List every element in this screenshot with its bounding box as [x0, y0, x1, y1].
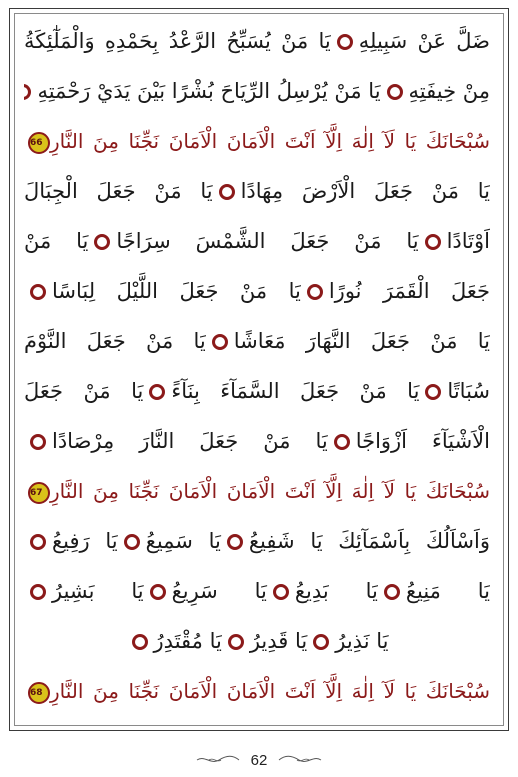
text-line	[24, 616, 490, 666]
refrain-text: سُبْحَانَكَ يَا لَآ اِلٰهَ اِلَّآ اَنْتَ الْاَمَانَ الْاَمَانَ نَجِّنَا مِنَ النَّارِ	[50, 679, 490, 703]
verse-separator-icon	[132, 634, 148, 650]
text-line	[24, 366, 490, 416]
verse-separator-icon	[228, 634, 244, 650]
verse-number-badge: 66	[28, 132, 50, 154]
page-footer	[0, 748, 518, 772]
text-segment: يَا مَنْ جَعَلَ النَّارَ مِرْصَادًا	[52, 429, 328, 453]
refrain-line	[24, 116, 490, 166]
refrain-text: سُبْحَانَكَ يَا لَآ اِلٰهَ اِلَّآ اَنْتَ الْاَمَانَ الْاَمَانَ نَجِّنَا مِنَ النَّارِ	[50, 129, 490, 153]
verse-separator-icon	[387, 84, 403, 100]
verse-number-badge: 67	[28, 482, 50, 504]
verse-separator-icon	[24, 84, 31, 100]
verse-separator-icon	[30, 534, 46, 550]
text-segment: جَعَلَ الْقَمَرَ نُورًا	[328, 279, 490, 303]
verse-separator-icon	[30, 284, 46, 300]
refrain-line	[24, 466, 490, 516]
text-segment: الْاَشْيَآءَ اَزْوَاجًا	[355, 429, 490, 453]
verse-separator-icon	[307, 284, 323, 300]
refrain-text: سُبْحَانَكَ يَا لَآ اِلٰهَ اِلَّآ اَنْتَ الْاَمَانَ الْاَمَانَ نَجِّنَا مِنَ النَّارِ	[50, 479, 490, 503]
text-segment: يَا بَدِيعُ	[294, 579, 378, 603]
text-block	[24, 16, 490, 716]
text-segment: يَا رَفِيعُ	[52, 529, 118, 553]
verse-separator-icon	[212, 334, 228, 350]
text-line	[24, 266, 490, 316]
text-line	[24, 416, 490, 466]
text-segment: يَا مَنْ جَعَلَ النَّهَارَ مَعَاشًا	[233, 329, 490, 353]
text-segment: يَا قَدِيرُ	[249, 629, 308, 653]
text-segment: يَا مَنْ جَعَلَ السَّمَآءَ بِنَآءً	[171, 379, 420, 403]
text-segment: يَا سَرِيعُ	[171, 579, 267, 603]
verse-separator-icon	[227, 534, 243, 550]
text-segment: يَا بَشِيرُ	[52, 579, 144, 603]
text-segment: يَا مَنْ جَعَلَ الشَّمْسَ سِرَاجًا	[116, 229, 419, 253]
text-line	[24, 566, 490, 616]
text-line	[24, 16, 490, 66]
text-line	[24, 216, 490, 266]
verse-separator-icon	[425, 234, 441, 250]
verse-separator-icon	[425, 384, 441, 400]
text-segment: سُبَاتًا	[447, 379, 490, 403]
text-segment: يَا مَنْ جَعَلَ اللَّيْلَ لِبَاسًا	[52, 279, 301, 303]
text-line	[24, 66, 490, 116]
text-segment: يَا مَنْ جَعَلَ الْاَرْضَ مِهَادًا	[240, 179, 490, 203]
text-line	[24, 516, 490, 566]
verse-separator-icon	[273, 584, 289, 600]
text-segment: يَا مَنْ جَعَلَ الْجِبَالَ	[24, 179, 213, 203]
flourish-left-icon	[195, 754, 241, 766]
verse-separator-icon	[94, 234, 110, 250]
text-line	[24, 166, 490, 216]
text-segment: يَا سَمِيعُ	[145, 529, 221, 553]
text-segment: وَاَسْاَلُكَ بِاَسْمَآئِكَ يَا شَفِيعُ	[248, 529, 490, 553]
text-segment: يَا مَنْ	[24, 229, 89, 253]
text-segment: يَا نَذِيرُ	[335, 629, 389, 653]
text-segment: ضَلَّ عَنْ سَبِيلِهِ	[358, 29, 490, 53]
text-segment: يَا مَنْ جَعَلَ النَّوْمَ	[24, 329, 206, 353]
text-segment: اَوْتَادًا	[446, 229, 490, 253]
verse-separator-icon	[124, 534, 140, 550]
page-number: 62	[250, 751, 268, 769]
verse-separator-icon	[313, 634, 329, 650]
text-segment: يَا مَنْ جَعَلَ	[24, 379, 144, 403]
verse-separator-icon	[334, 434, 350, 450]
verse-separator-icon	[384, 584, 400, 600]
verse-separator-icon	[30, 434, 46, 450]
verse-separator-icon	[149, 384, 165, 400]
refrain-line	[24, 666, 490, 716]
verse-separator-icon	[150, 584, 166, 600]
text-segment: مِنْ خِيفَتِهِ	[408, 79, 490, 103]
verse-number-badge: 68	[28, 682, 50, 704]
text-segment: يَا مَنِيعُ	[405, 579, 490, 603]
verse-separator-icon	[219, 184, 235, 200]
flourish-right-icon	[277, 754, 323, 766]
text-segment: يَا مَنْ يُرْسِلُ الرِّيَاحَ بُشْرًا بَيْنَ يَدَيْ رَحْمَتِهِ	[37, 79, 381, 103]
text-line	[24, 316, 490, 366]
verse-separator-icon	[30, 584, 46, 600]
verse-separator-icon	[337, 34, 353, 50]
text-segment: يَا مَنْ يُسَبِّحُ الرَّعْدُ بِحَمْدِهِ وَالْمَلٰٓئِكَةُ	[24, 29, 331, 53]
text-segment: يَا مُقْتَدِرُ	[153, 629, 222, 653]
